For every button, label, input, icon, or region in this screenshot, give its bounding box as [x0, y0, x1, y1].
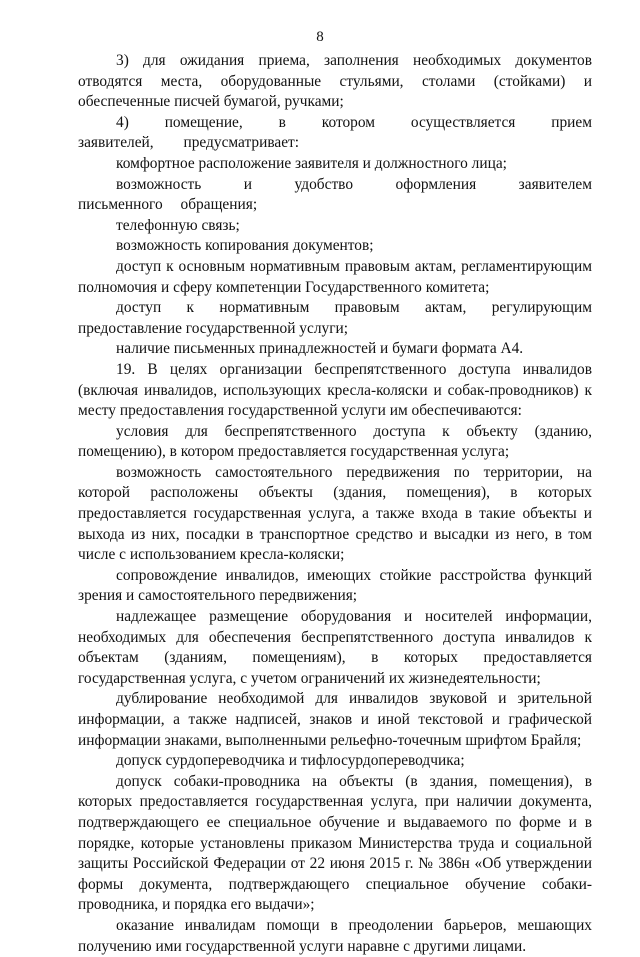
list-item-access-conditions: условия для беспрепятственного доступа к объекту (зданию, помещению), в котором предоставляется государственная услуга; [78, 422, 592, 461]
list-item-stationery: наличие письменных принадлежностей и бумаги формата А4. [116, 340, 524, 358]
list-item-equipment-placement: надлежащее размещение оборудования и носителей информации, необходимых для обеспечения беспрепятственного доступа инвалидов к объектам (зданиям, помещениям), в которых предоставляется государственная услуга, с учетом ограничений их жизнедеятельности; [78, 608, 592, 687]
list-item-legal-acts: доступ к нормативным правовым актам, регулирующим предоставление государственной услуги; [78, 299, 592, 337]
list-item-information-duplication: дублирование необходимой для инвалидов звуковой и зрительной информации, а также надписей, знаков и иной текстовой и графической информации знаками, выполненными рельефно-точечным шрифтом Брайля; [78, 690, 592, 749]
list-item-written-appeal: возможность и удобство оформления заявителем письменного обращения; [78, 175, 592, 214]
list-item-comfortable-placement: комфортное расположение заявителя и должностного лица; [116, 154, 507, 172]
paragraph-waiting-area: 3) для ожидания приема, заполнения необходимых документов отводятся места, оборудованные стульями, столами (стойками) и обеспеченные писчей бумагой, ручками; [78, 52, 592, 111]
list-item-main-legal-acts: доступ к основным нормативным правовым актам, регламентирующим полномочия и сферу компетенции Государственного комитета; [78, 257, 592, 296]
list-item-copying: возможность копирования документов; [116, 237, 374, 255]
list-item-guide-dog: допуск собаки-проводника на объекты (в здания, помещения), в которых предоставляется государственная услуга, при наличии документа, подтверждающего ее специальное обучение и выдаваемого по форме и в порядке, которые установлены приказом Министерства труда и социальной защиты Российской Федерации от 22 июня 2015 г. № 386н «Об утверждении формы документа, подтверждающего специальное обучение собаки-проводника, и порядка его выдачи»; [78, 772, 592, 914]
page-number: 8 [316, 29, 324, 45]
paragraph-19-accessibility: 19. В целях организации беспрепятственного доступа инвалидов (включая инвалидов, использующих кресла-коляски и собак-проводников) к месту предоставления государственной услуги им обеспечиваются: [78, 360, 592, 420]
list-item-sign-interpreter: допуск сурдопереводчика и тифлосурдопереводчика; [116, 752, 465, 770]
list-item-barrier-assistance: оказание инвалидам помощи в преодолении барьеров, мешающих получению ими государственной услуги наравне с другими лицами. [78, 916, 592, 955]
list-item-independent-movement: возможность самостоятельного передвижения по территории, на которой расположены объекты (здания, помещения), в которых предоставляется государственная услуга, а также входа в такие объекты и выхода из них, посадки в транспортное средство и высадки из него, в том числе с использованием кресла-коляски; [78, 463, 592, 564]
paragraph-reception-room: 4) помещение, в котором осуществляется прием заявителей, предусматривает: [78, 113, 592, 152]
list-item-escort: сопровождение инвалидов, имеющих стойкие расстройства функций зрения и самостоятельного передвижения; [78, 566, 592, 605]
list-item-telephone: телефонную связь; [116, 216, 240, 234]
document-body [78, 51, 592, 957]
